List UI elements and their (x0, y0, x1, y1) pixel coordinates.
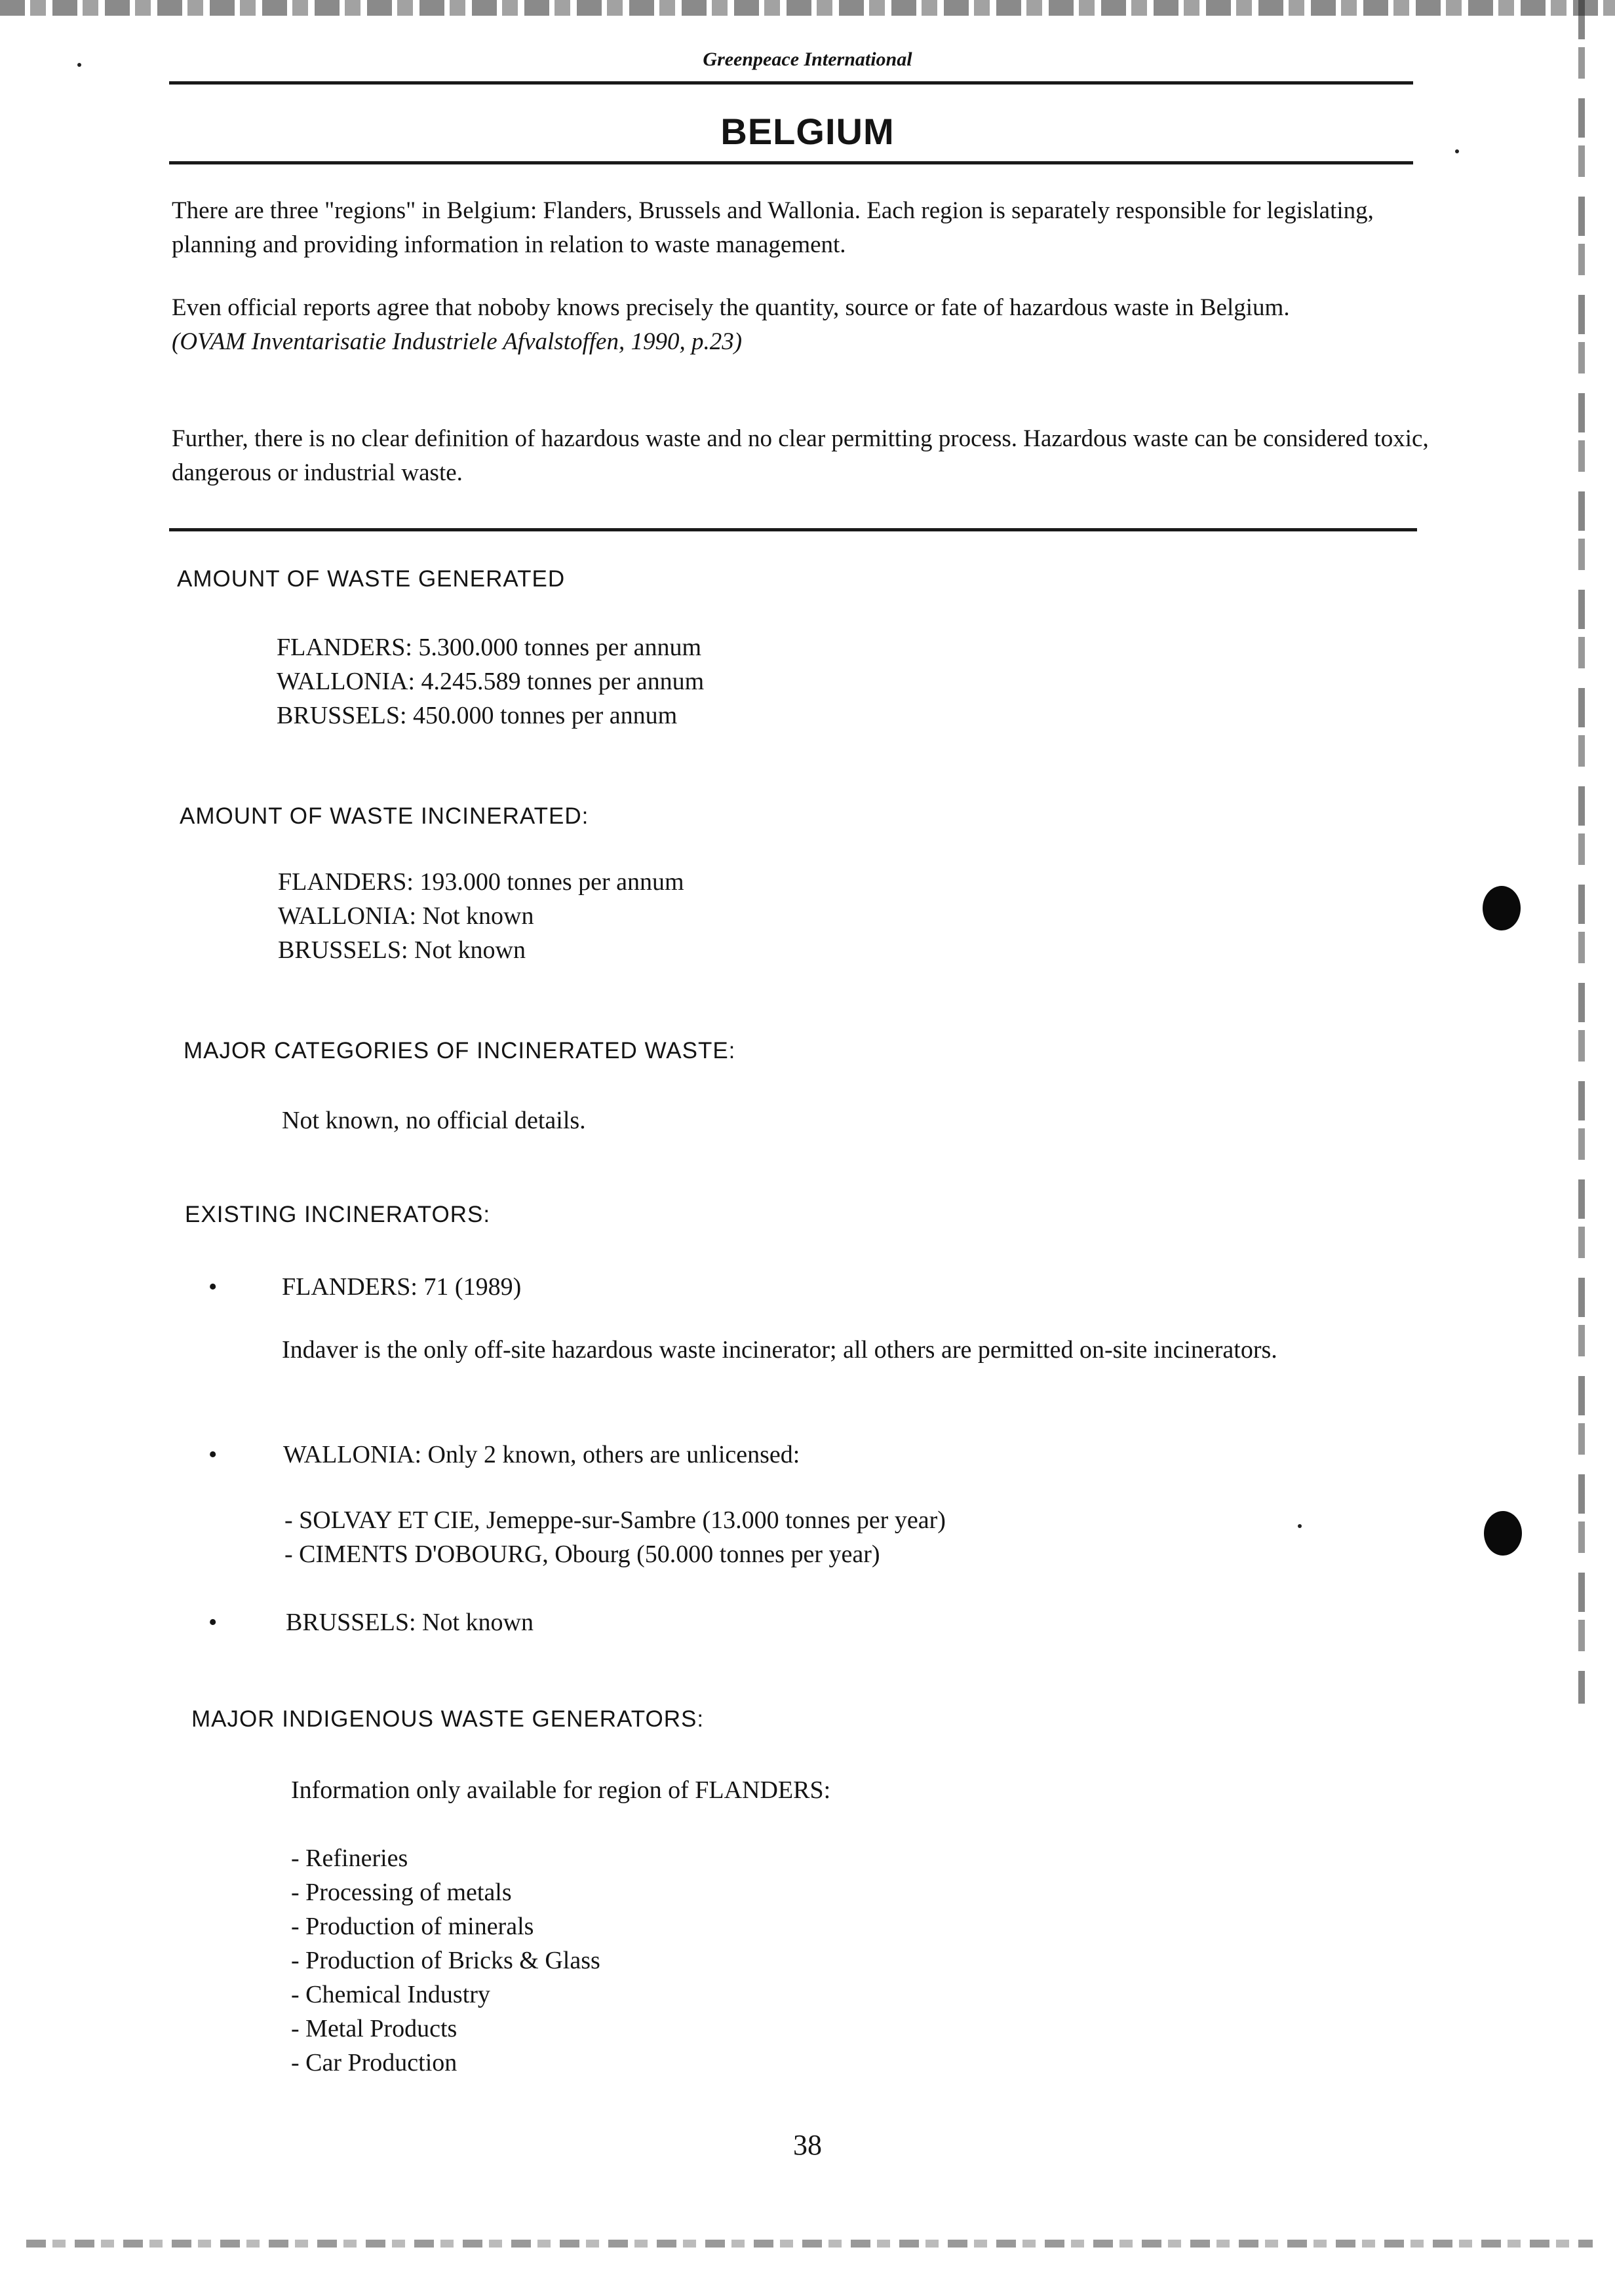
title-rule (169, 161, 1413, 164)
bullet-brussels: • (208, 1609, 218, 1636)
heading-waste-generated: AMOUNT OF WASTE GENERATED (177, 566, 566, 592)
scan-edge-right (1578, 0, 1585, 1704)
heading-waste-incinerated: AMOUNT OF WASTE INCINERATED: (180, 803, 589, 829)
punch-hole-lower (1484, 1511, 1522, 1556)
generator-item: - Car Production (291, 2049, 457, 2076)
incinerators-flanders: FLANDERS: 71 (1989) (282, 1273, 522, 1301)
generator-item: - Production of minerals (291, 1913, 534, 1940)
generated-line-flanders: FLANDERS: 5.300.000 tonnes per annum (277, 634, 702, 661)
section-divider (169, 528, 1417, 531)
incinerators-flanders-note: Indaver is the only off-site hazardous waste incinerator; all others are permitted on-site incinerators. (282, 1336, 1277, 1364)
scan-speck (1298, 1524, 1302, 1528)
page-number: 38 (793, 2129, 822, 2161)
intro-paragraph-1: There are three "regions" in Belgium: Flanders, Brussels and Wallonia. Each region is separately responsible for legislating, planning and providing information in relation to waste management. (172, 197, 1374, 258)
intro-paragraph-3: Further, there is no clear definition of hazardous waste and no clear permitting process. Hazardous waste can be considered toxic, dangerous or industrial waste. (172, 425, 1429, 486)
heading-existing-incinerators: EXISTING INCINERATORS: (185, 1202, 491, 1227)
incinerated-line-brussels: BRUSSELS: Not known (278, 936, 526, 964)
incinerator-item-solvay: - SOLVAY ET CIE, Jemeppe-sur-Sambre (13.000 tonnes per year) (284, 1506, 946, 1534)
generator-item: - Processing of metals (291, 1879, 512, 1906)
bullet-wallonia: • (208, 1441, 218, 1468)
incinerated-line-wallonia: WALLONIA: Not known (278, 902, 534, 930)
intro-paragraph-2-text: Even official reports agree that noboby knows precisely the quantity, source or fate of hazardous waste in Belgium. (172, 294, 1290, 321)
heading-major-categories: MAJOR CATEGORIES OF INCINERATED WASTE: (184, 1038, 736, 1063)
generator-item: - Chemical Industry (291, 1981, 490, 2008)
generator-item: - Production of Bricks & Glass (291, 1947, 600, 1974)
citation: (OVAM Inventarisatie Industriele Afvalstoffen, 1990, p.23) (172, 328, 743, 355)
generated-line-brussels: BRUSSELS: 450.000 tonnes per annum (277, 702, 678, 729)
scan-edge-bottom (26, 2240, 1593, 2248)
organization-header: Greenpeace International (703, 48, 912, 70)
page-title: BELGIUM (720, 111, 895, 152)
incinerator-item-obourg: - CIMENTS D'OBOURG, Obourg (50.000 tonnes per year) (284, 1540, 880, 1568)
generated-line-wallonia: WALLONIA: 4.245.589 tonnes per annum (277, 668, 705, 695)
punch-hole-upper (1483, 886, 1521, 930)
header-rule (169, 81, 1413, 85)
generator-item: - Refineries (291, 1845, 408, 1872)
bullet-flanders: • (208, 1273, 218, 1301)
intro-paragraph-2 (172, 291, 1430, 359)
generator-item: - Metal Products (291, 2015, 457, 2042)
incinerators-wallonia: WALLONIA: Only 2 known, others are unlicensed: (283, 1441, 800, 1468)
heading-major-generators: MAJOR INDIGENOUS WASTE GENERATORS: (191, 1706, 705, 1732)
incinerators-brussels: BRUSSELS: Not known (286, 1609, 534, 1636)
incinerated-line-flanders: FLANDERS: 193.000 tonnes per annum (278, 868, 684, 896)
scan-edge-top (0, 0, 1615, 16)
categories-text: Not known, no official details. (282, 1107, 586, 1134)
generators-intro: Information only available for region of FLANDERS: (291, 1776, 831, 1804)
